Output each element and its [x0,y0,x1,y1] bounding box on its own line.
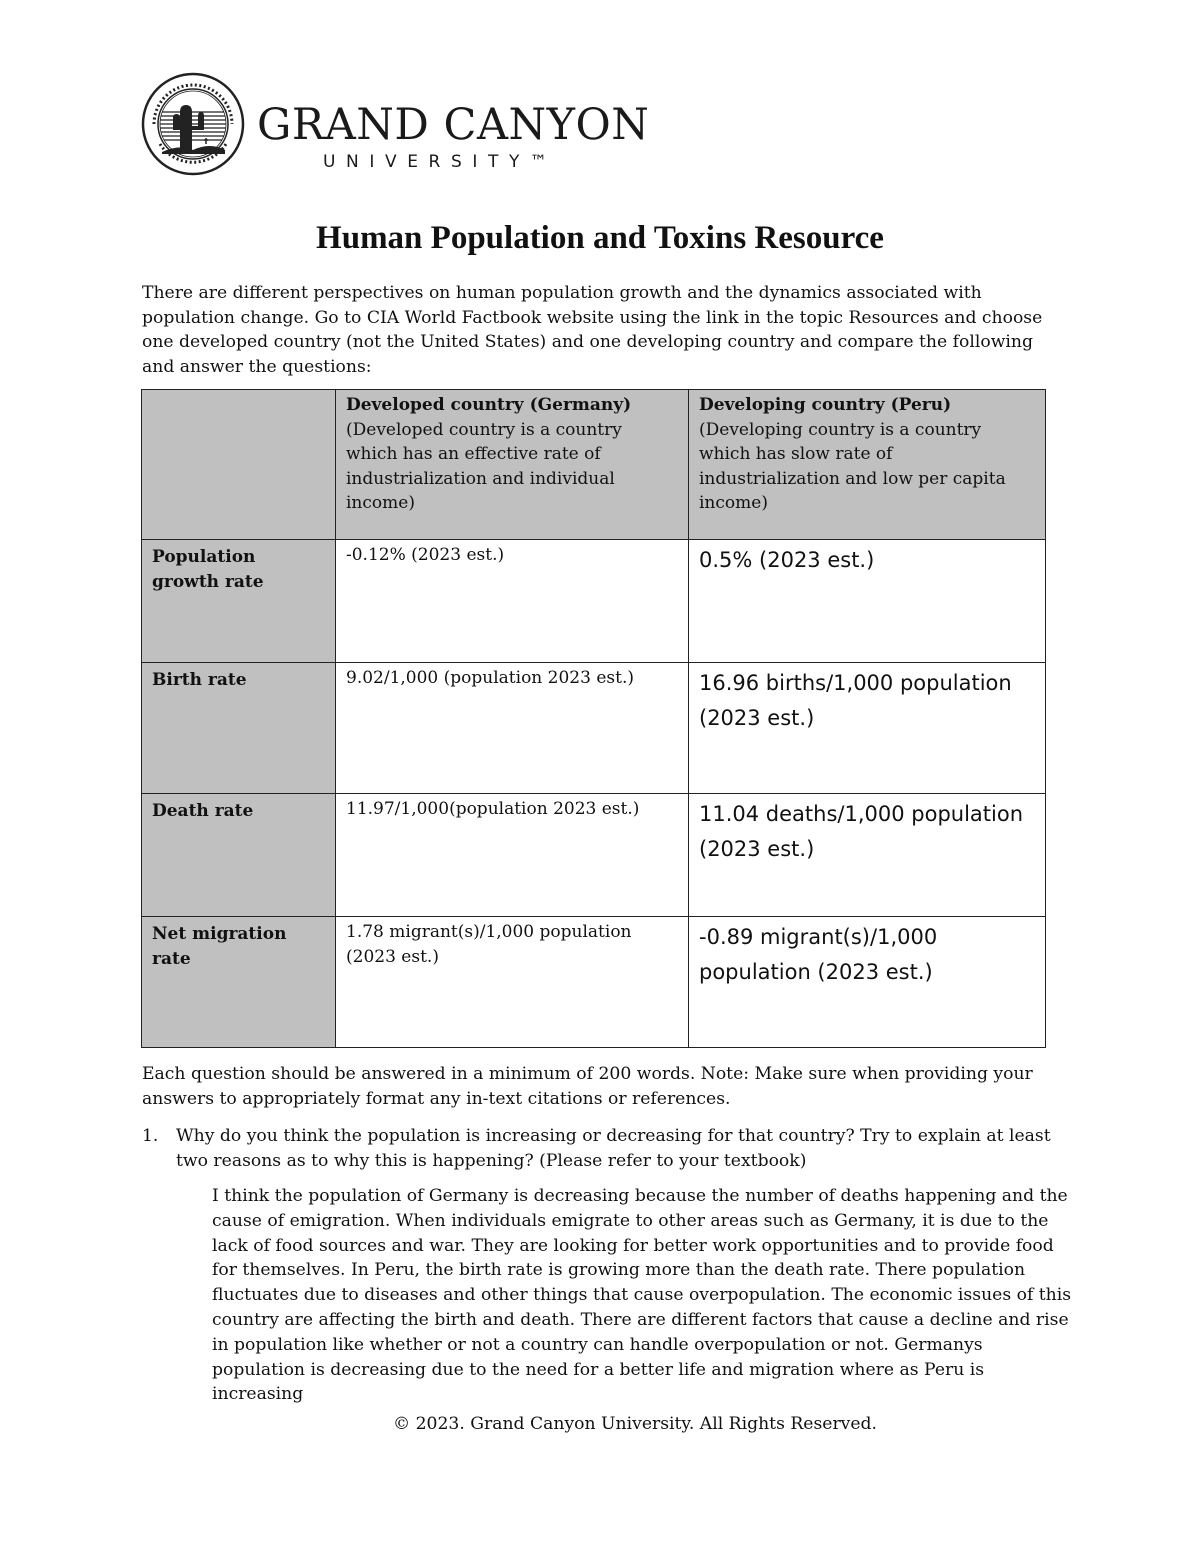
logo-wordmark-bottom: UNIVERSITY™ [323,152,558,172]
column-title-developed: Developed country (Germany) [346,395,632,415]
question-number: 1. [142,1126,159,1146]
column-header-developing [689,390,1046,540]
logo-wordmark-top: GRAND CANYON [257,100,650,150]
copyright-footer: © 2023. Grand Canyon University. All Rights Reserved. [392,1414,878,1434]
table-header-row [142,390,1046,540]
cell-developing-population-growth: 0.5% (2023 est.) [689,540,1046,663]
cell-developed-birth-rate: 9.02/1,000 (population 2023 est.) [336,663,689,794]
cell-developing-net-migration: -0.89 migrant(s)/1,000 population (2023 est.) [689,917,1046,1048]
table-row [142,917,1046,1048]
university-seal-icon [140,72,248,176]
cell-developed-population-growth: -0.12% (2023 est.) [336,540,689,663]
row-label-net-migration: Net migration rate [142,917,336,1048]
cell-developed-death-rate: 11.97/1,000(population 2023 est.) [336,794,689,917]
table-row [142,794,1046,917]
page-title: Human Population and Toxins Resource [316,220,884,256]
row-label-population-growth: Population growth rate [142,540,336,663]
cell-developing-death-rate: 11.04 deaths/1,000 population (2023 est.) [689,794,1046,917]
row-label-death-rate: Death rate [142,794,336,917]
answer-paragraph: I think the population of Germany is decreasing because the number of deaths happening and the cause of emigration. When individuals emigrate to other areas such as Germany, it is due to the lack of food sources and war. They are looking for better work opportunities and to provide food for themselves. In Peru, the birth rate is growing more than the death rate. There population fluctuates due to diseases and other things that cause overpopulation. The economic issues of this country are affecting the birth and death. There are different factors that cause a decline and rise in population like whether or not a country can handle overpopulation or not. Germanys population is decreasing due to the need for a better life and migration where as Peru is increasing [212,1186,1072,1405]
column-header-developed [336,390,689,540]
column-title-developing: Developing country (Peru) [699,395,952,415]
intro-paragraph: There are different perspectives on human population growth and the dynamics associated with population change. Go to CIA World Factbook website using the link in the topic Resources and choose one developed country (not the United States) and one developing country and compare the following and answer the questions: [142,283,1043,377]
comparison-table [141,389,1046,1048]
table-row [142,540,1046,663]
column-subtitle-developing: (Developing country is a country which has slow rate of industrialization and low per capita income) [699,419,1006,514]
question-text: Why do you think the population is increasing or decreasing for that country? Try to explain at least two reasons as to why this is happening? (Please refer to your textbook) [176,1126,1051,1171]
cell-developing-birth-rate: 16.96 births/1,000 population (2023 est.) [689,663,1046,794]
instructions-note: Each question should be answered in a minimum of 200 words. Note: Make sure when providing your answers to appropriately format any in-text citations or references. [142,1064,1033,1109]
column-subtitle-developed: (Developed country is a country which has an effective rate of industrialization and individual income) [346,419,622,514]
cell-developed-net-migration: 1.78 migrant(s)/1,000 population (2023 est.) [336,917,689,1048]
table-row [142,663,1046,794]
question-1 [142,1124,1062,1173]
university-logo [140,72,650,177]
table-corner-cell [142,390,336,540]
row-label-birth-rate: Birth rate [142,663,336,794]
